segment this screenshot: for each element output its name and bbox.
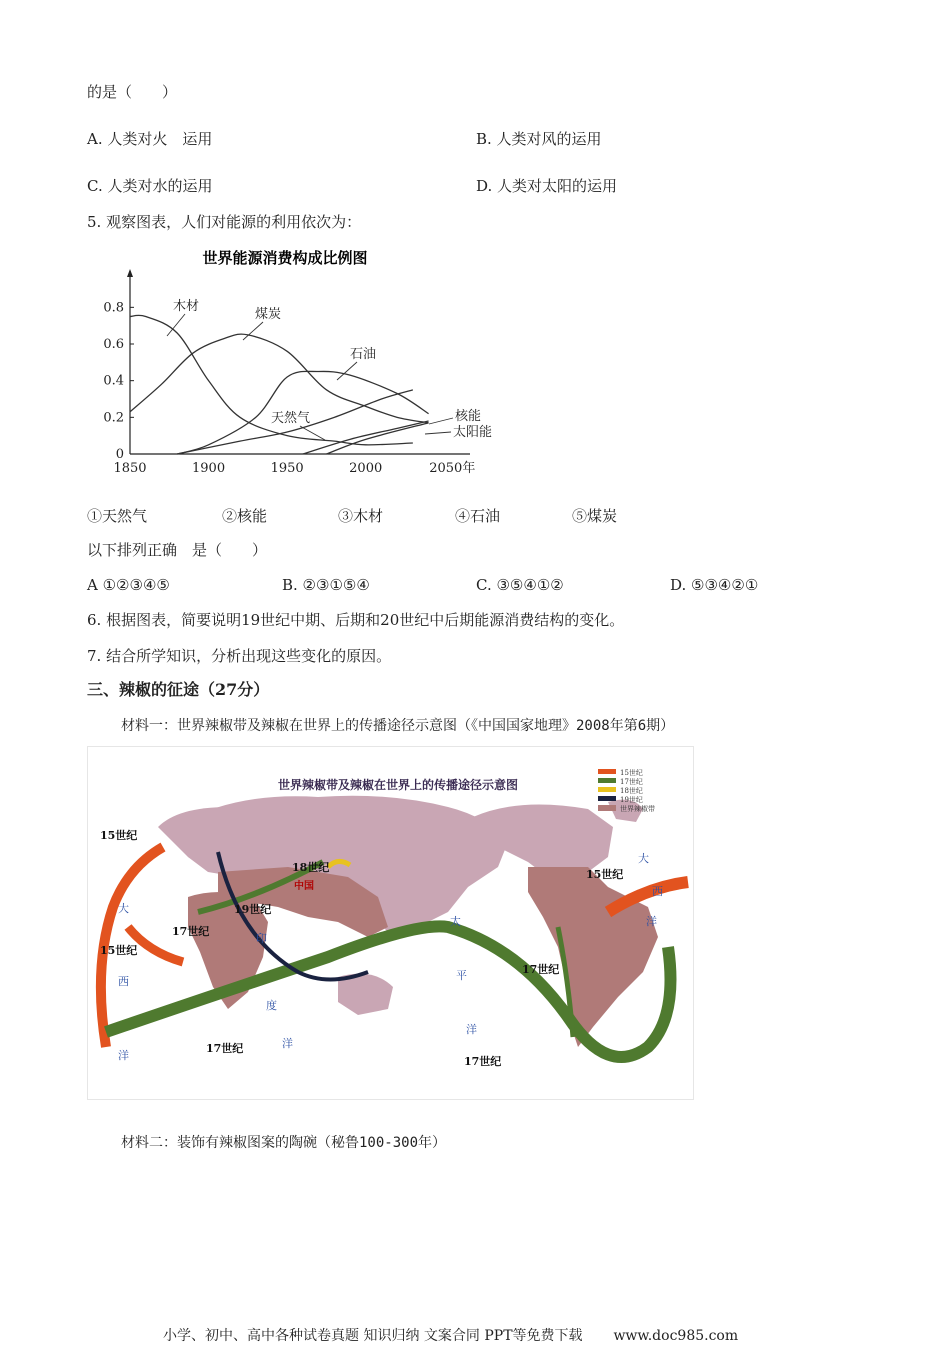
series-line-solar [326, 423, 428, 454]
ocean-label-pacific-2: 平 [456, 969, 467, 982]
footer-ad-text: 小学、初中、高中各种试卷真题 知识归纳 文案合同 PPT等免费下载 [163, 1328, 583, 1344]
series-line-nuclear [303, 421, 429, 454]
series-label-gas: 天然气 [271, 411, 311, 426]
legend-label-17: 17世纪 [620, 778, 643, 786]
x-tick-label: 1900 [192, 461, 226, 476]
series-label-wood: 木材 [173, 299, 200, 314]
y-tick-label: 0.6 [103, 337, 124, 352]
route-label-15c-atlantic: 15世纪 [100, 944, 138, 957]
q5-item-4: ④石油 [455, 507, 501, 525]
series-label-coal: 煤炭 [255, 307, 282, 322]
route-label-18c: 18世纪 [292, 861, 330, 874]
ocean-label-pacific-3: 洋 [466, 1023, 477, 1036]
ocean-label-indian-3: 洋 [282, 1037, 293, 1050]
ocean-label-atlantic-e2: 西 [652, 885, 663, 898]
q4-stem-tail: 的是（ ） [87, 83, 178, 101]
y-tick-label: 0.2 [103, 410, 124, 426]
q7-text: 7. 结合所学知识，分析出现这些变化的原因。 [87, 647, 392, 665]
q5-option-c: C. ③⑤④①② [476, 576, 564, 594]
q5-item-3: ③木材 [338, 507, 384, 525]
series-leader-oil [337, 362, 357, 380]
ocean-label-indian-1: 印 [256, 932, 267, 945]
footer [163, 1325, 738, 1345]
legend-label-belt: 世界辣椒带 [620, 805, 655, 813]
chart-title: 世界能源消费构成比例图 [202, 249, 368, 267]
series-line-coal [130, 334, 429, 423]
series-label-nuclear: 核能 [455, 409, 482, 424]
energy-chart-svg [95, 244, 515, 484]
y-tick-label: 0 [115, 447, 124, 462]
q4-option-b: B. 人类对风的运用 [476, 130, 602, 148]
ocean-label-indian-2: 度 [266, 999, 277, 1012]
energy-chart [95, 244, 515, 484]
q5-item-2: ②核能 [222, 507, 268, 525]
q4-option-c: C. 人类对水的运用 [87, 177, 213, 195]
series-label-oil: 石油 [350, 347, 377, 362]
x-tick-label: 1850 [113, 461, 147, 476]
ocean-label-atlantic-e3: 洋 [646, 915, 657, 928]
ocean-label-atlantic-3: 洋 [118, 1049, 129, 1062]
footer-website: www.doc985.com [613, 1328, 739, 1344]
place-label-china: 中国 [294, 881, 314, 892]
q5-item-5: ⑤煤炭 [572, 507, 618, 525]
q5-stem: 5. 观察图表，人们对能源的利用依次为： [87, 213, 362, 231]
q5-option-a: A ①②③④⑤ [87, 576, 170, 594]
ocean-label-atlantic-2: 西 [118, 975, 129, 988]
ocean-label-pacific-1: 太 [450, 915, 461, 928]
ocean-label-atlantic-e1: 大 [638, 852, 649, 865]
material2-caption: 材料二：装饰有辣椒图案的陶碗（秘鲁100-300年） [121, 1135, 446, 1151]
material1-caption: 材料一：世界辣椒带及辣椒在世界上的传播途径示意图（《中国国家地理》2008年第6期） [121, 718, 675, 734]
q4-option-a: A. 人类对火 运用 [87, 130, 213, 148]
series-leader-solar [425, 432, 451, 434]
route-label-15c-americas: 15世纪 [586, 868, 624, 881]
map-svg [88, 747, 693, 1099]
route-label-17c-africa: 17世纪 [172, 925, 210, 938]
series-leader-coal [243, 322, 263, 340]
y-tick-label: 0.8 [103, 300, 124, 316]
route-label-19c: 19世纪 [234, 903, 272, 916]
q4-option-d: D. 人类对太阳的运用 [476, 177, 618, 195]
x-tick-label: 2050年 [429, 461, 476, 476]
legend-label-15: 15世纪 [620, 769, 643, 777]
q5-option-d: D. ⑤③④②① [670, 576, 759, 594]
route-label-17c-americas: 17世纪 [522, 963, 560, 976]
y-tick-label: 0.4 [103, 373, 124, 389]
route-label-17c-pacific: 17世纪 [464, 1055, 502, 1068]
series-label-solar: 太阳能 [453, 425, 493, 440]
q5-option-b: B. ②③①⑤④ [282, 576, 370, 594]
route-label-17c-indian: 17世纪 [206, 1042, 244, 1055]
q5-item-1: ①天然气 [87, 507, 148, 525]
x-tick-label: 1950 [270, 461, 304, 476]
map-title: 世界辣椒带及辣椒在世界上的传播途径示意图 [278, 778, 519, 792]
route-label-15c-west: 15世纪 [100, 829, 138, 842]
legend-label-19: 19世纪 [620, 796, 643, 804]
series-leader-nuclear [429, 418, 453, 424]
y-axis-arrow [127, 269, 133, 277]
x-tick-label: 2000 [349, 461, 383, 476]
section3-heading: 三、辣椒的征途（27分） [87, 680, 270, 699]
q5-prompt: 以下排列正确 是（ ） [87, 541, 268, 559]
ocean-label-atlantic-1: 大 [118, 902, 129, 915]
chili-route-map [87, 746, 694, 1100]
legend-label-18: 18世纪 [620, 787, 643, 795]
q6-text: 6. 根据图表，简要说明19世纪中期、后期和20世纪中后期能源消费结构的变化。 [87, 611, 625, 629]
